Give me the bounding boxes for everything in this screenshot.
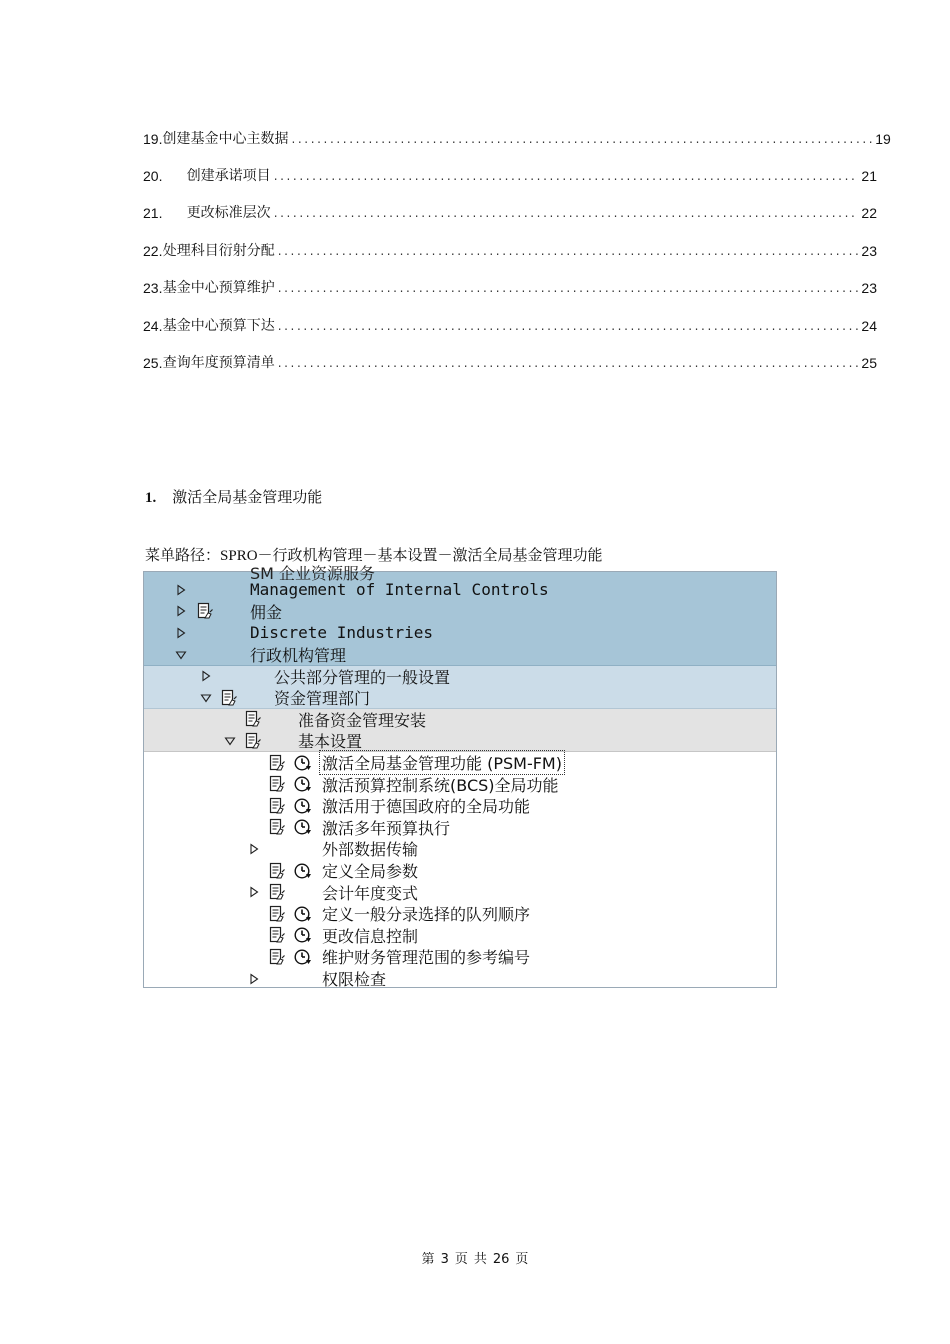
toc-entry-page: 23 — [861, 242, 877, 259]
toc-entry-page: 22 — [861, 205, 877, 222]
footer-page-number: 3 — [440, 1252, 449, 1267]
execute-activity-icon[interactable] — [294, 948, 312, 966]
documentation-icon[interactable] — [268, 862, 286, 880]
expand-triangle-icon[interactable] — [248, 885, 260, 899]
toc-entry-title: 基金中心预算下达 — [162, 317, 275, 334]
toc-entry[interactable] — [143, 232, 877, 269]
tree-node-label[interactable]: 基本设置 — [298, 732, 363, 752]
tree-node-label[interactable]: 激活全局基金管理功能 (PSM-FM) — [319, 750, 565, 775]
tree-node[interactable] — [144, 968, 776, 990]
tree-partial-top-row: SM 企业资源服务 — [250, 564, 376, 583]
toc-entry[interactable] — [143, 195, 877, 232]
expand-triangle-icon[interactable] — [200, 669, 212, 683]
tree-node[interactable] — [144, 881, 776, 903]
tree-node[interactable] — [144, 773, 776, 795]
documentation-icon[interactable] — [220, 689, 238, 707]
menu-path-rest: －行政机构管理－基本设置－激活全局基金管理功能 — [257, 546, 603, 564]
expand-triangle-icon[interactable] — [175, 626, 187, 640]
tree-node[interactable] — [144, 925, 776, 947]
collapse-triangle-icon[interactable] — [224, 734, 236, 748]
toc-leader-dots: ........................................................................................... — [273, 169, 858, 184]
tree-node-label[interactable]: 资金管理部门 — [274, 689, 371, 709]
execute-activity-icon[interactable] — [294, 754, 312, 772]
documentation-icon[interactable] — [244, 732, 262, 750]
toc-entry[interactable] — [143, 270, 877, 307]
tree-node-label[interactable]: 定义全局参数 — [322, 862, 419, 882]
toc-leader-dots: ........................................................................................... — [277, 281, 862, 296]
tree-node-label[interactable]: 权限检查 — [322, 970, 387, 990]
documentation-icon[interactable] — [268, 797, 286, 815]
section-title: 激活全局基金管理功能 — [172, 488, 323, 506]
tree-node[interactable] — [144, 817, 776, 839]
tree-node-label[interactable]: 公共部分管理的一般设置 — [274, 667, 451, 687]
toc-entry-page: 25 — [861, 355, 877, 372]
toc-entry-title: 创建承诺项目 — [186, 168, 271, 185]
tree-node[interactable] — [144, 622, 776, 644]
documentation-icon[interactable] — [268, 905, 286, 923]
expand-triangle-icon[interactable] — [248, 972, 260, 986]
tree-node[interactable] — [144, 903, 776, 925]
expand-triangle-icon[interactable] — [248, 842, 260, 856]
toc-entry-title: 基金中心预算维护 — [162, 280, 275, 297]
tree-node[interactable] — [144, 838, 776, 860]
toc-entry-number: 22. — [143, 242, 163, 259]
documentation-icon[interactable] — [196, 602, 214, 620]
documentation-icon[interactable] — [244, 710, 262, 728]
tree-node-label[interactable]: 行政机构管理 — [250, 646, 347, 666]
tree-node-label[interactable]: 维护财务管理范围的参考编号 — [322, 948, 531, 968]
toc-entry[interactable] — [143, 157, 877, 194]
tree-node-label[interactable]: 激活多年预算执行 — [322, 818, 451, 838]
toc-entry-number: 24. — [143, 317, 163, 334]
toc-entry-page: 19 — [875, 130, 891, 147]
toc-entry-title: 创建基金中心主数据 — [162, 130, 289, 147]
page-footer — [0, 1248, 950, 1267]
tree-node-label[interactable]: 准备资金管理安装 — [298, 710, 427, 730]
tree-node[interactable] — [144, 709, 776, 731]
toc-leader-dots: ........................................................................................... — [277, 243, 862, 258]
menu-path-transaction: SPRO — [220, 548, 258, 564]
documentation-icon[interactable] — [268, 818, 286, 836]
spro-tree-screenshot — [143, 564, 777, 990]
execute-activity-icon[interactable] — [294, 862, 312, 880]
expand-triangle-icon[interactable] — [175, 583, 187, 597]
collapse-triangle-icon[interactable] — [175, 648, 187, 662]
toc-leader-dots: ........................................................................................... — [273, 206, 858, 221]
execute-activity-icon[interactable] — [294, 818, 312, 836]
section-number: 1. — [145, 490, 157, 506]
toc-entry-number: 25. — [143, 355, 163, 372]
execute-activity-icon[interactable] — [294, 797, 312, 815]
tree-node[interactable] — [144, 795, 776, 817]
tree-node-label[interactable]: 会计年度变式 — [322, 883, 419, 903]
tree-node-label[interactable]: 激活预算控制系统(BCS)全局功能 — [322, 775, 559, 795]
toc-entry-title: 更改标准层次 — [186, 205, 271, 222]
toc-entry-page: 24 — [861, 317, 877, 334]
tree-node[interactable] — [144, 752, 776, 774]
tree-node-label[interactable]: 外部数据传输 — [322, 840, 419, 860]
menu-path-prefix: 菜单路径： — [145, 546, 221, 564]
tree-node[interactable] — [144, 579, 776, 601]
tree-node[interactable] — [144, 860, 776, 882]
table-of-contents — [143, 120, 891, 382]
tree-node-label[interactable]: 更改信息控制 — [322, 926, 419, 946]
toc-entry[interactable] — [143, 344, 877, 381]
toc-leader-dots: ........................................................................................... — [277, 356, 862, 371]
toc-entry-number: 19. — [143, 130, 163, 147]
footer-total-word: 页 — [515, 1252, 529, 1267]
tree-node[interactable] — [144, 644, 776, 666]
toc-entry-page: 21 — [861, 168, 877, 185]
execute-activity-icon[interactable] — [294, 926, 312, 944]
toc-entry-title: 处理科目衍射分配 — [162, 242, 275, 259]
documentation-icon[interactable] — [268, 775, 286, 793]
tree-node[interactable] — [144, 665, 776, 687]
toc-entry[interactable] — [143, 120, 891, 157]
tree-node[interactable] — [144, 601, 776, 623]
toc-leader-dots: ........................................................................................... — [291, 131, 876, 146]
execute-activity-icon[interactable] — [294, 905, 312, 923]
toc-entry-title: 查询年度预算清单 — [162, 355, 275, 372]
toc-entry-number: 21. — [143, 205, 163, 222]
section-heading — [145, 486, 322, 507]
execute-activity-icon[interactable] — [294, 775, 312, 793]
tree-node-label[interactable]: Discrete Industries — [250, 623, 434, 643]
tree-node-label[interactable]: 激活用于德国政府的全局功能 — [322, 797, 531, 817]
toc-entry[interactable] — [143, 307, 877, 344]
documentation-icon[interactable] — [268, 926, 286, 944]
documentation-icon[interactable] — [268, 754, 286, 772]
footer-total-pages: 26 — [492, 1252, 510, 1267]
toc-entry-page: 23 — [861, 280, 877, 297]
tree-node[interactable] — [144, 687, 776, 709]
footer-page-prefix: 第 — [421, 1252, 435, 1267]
expand-triangle-icon[interactable] — [175, 604, 187, 618]
toc-leader-dots: ........................................................................................... — [277, 318, 862, 333]
tree-node-label[interactable]: Management of Internal Controls — [250, 580, 549, 600]
tree-node[interactable] — [144, 730, 776, 752]
toc-entry-number: 23. — [143, 280, 163, 297]
tree-node[interactable] — [144, 946, 776, 968]
tree-node-label[interactable]: 定义一般分录选择的队列顺序 — [322, 905, 531, 925]
documentation-icon[interactable] — [268, 883, 286, 901]
tree-node-label[interactable]: 佣金 — [250, 602, 283, 622]
footer-page-word: 页 — [454, 1252, 468, 1267]
toc-entry-number: 20. — [143, 168, 163, 185]
collapse-triangle-icon[interactable] — [200, 691, 212, 705]
footer-total-prefix: 共 — [473, 1252, 487, 1267]
documentation-icon[interactable] — [268, 948, 286, 966]
